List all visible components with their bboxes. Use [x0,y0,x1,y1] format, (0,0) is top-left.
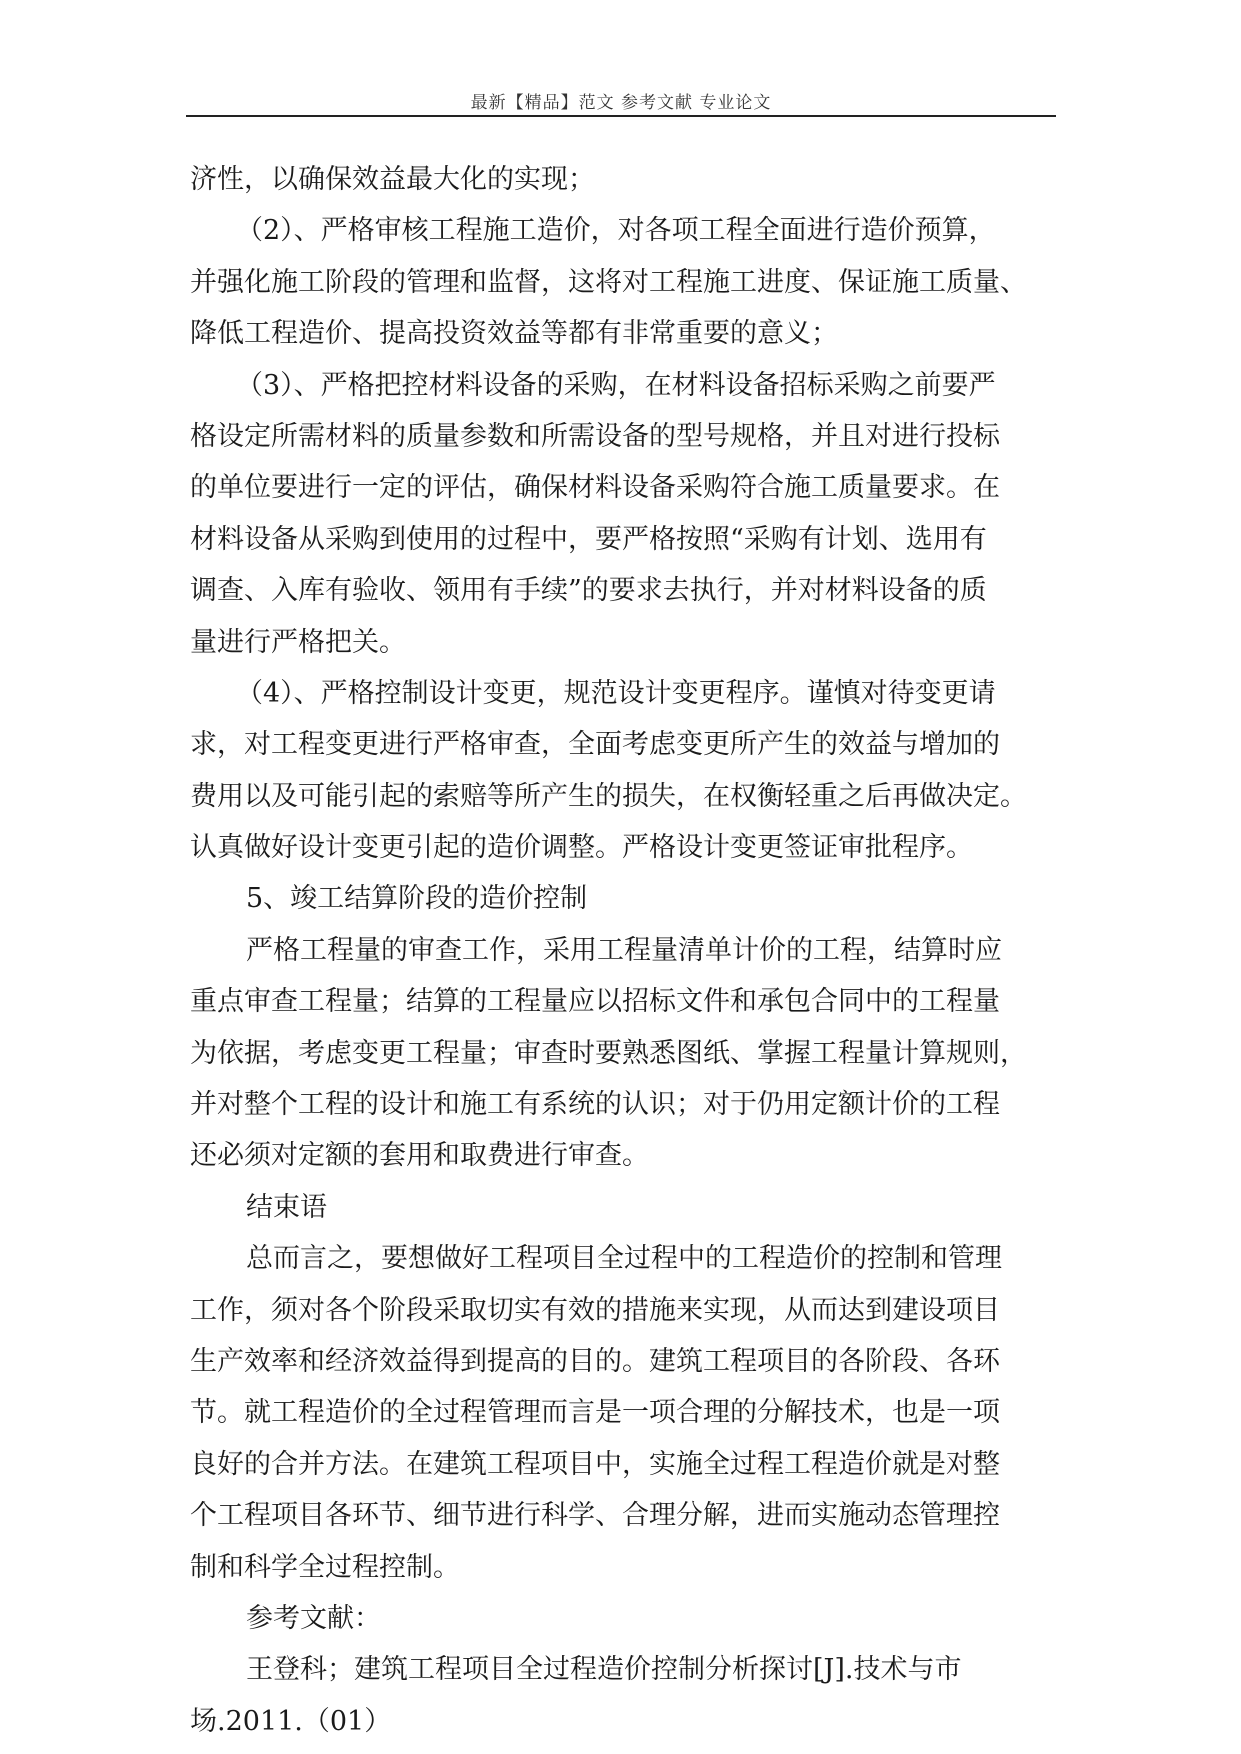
text-line: 为依据，考虑变更工程量；审查时要熟悉图纸、掌握工程量计算规则， [190,1037,1027,1069]
text-line: 材料设备从采购到使用的过程中，要严格按照“采购有计划、选用有 [190,523,987,555]
text-line: 还必须对定额的套用和取费进行审查。 [190,1140,649,1172]
section-heading: 结束语 [246,1191,327,1223]
section-heading: 5、竣工结算阶段的造价控制 [246,883,588,915]
text-line: （4）、严格控制设计变更，规范设计变更程序。谨慎对待变更请 [236,677,996,709]
text-line: 调查、入库有验收、领用有手续”的要求去执行，并对材料设备的质 [190,575,987,607]
text-line: 严格工程量的审查工作，采用工程量清单计价的工程，结算时应 [246,934,1002,966]
text-line: 工作，须对各个阶段采取切实有效的措施来实现，从而达到建设项目 [190,1294,1000,1326]
text-line: 的单位要进行一定的评估，确保材料设备采购符合施工质量要求。在 [190,472,1000,504]
text-line: 良好的合并方法。在建筑工程项目中，实施全过程工程造价就是对整 [190,1448,1000,1480]
text-line: 制和科学全过程控制。 [190,1551,460,1583]
reference-item: 王登科；建筑工程项目全过程造价控制分析探讨[J].技术与市 [246,1654,962,1686]
text-line: （3）、严格把控材料设备的采购，在材料设备招标采购之前要严 [236,369,996,401]
page-header: 最新【精品】范文 参考文献 专业论文 [470,93,772,113]
text-line: 费用以及可能引起的索赔等所产生的损失，在权衡轻重之后再做决定。 [190,780,1027,812]
text-line: 生产效率和经济效益得到提高的目的。建筑工程项目的各阶段、各环 [190,1345,1000,1377]
document-body [190,154,1060,1747]
text-line: 总而言之，要想做好工程项目全过程中的工程造价的控制和管理 [246,1243,1002,1275]
text-line: 个工程项目各环节、细节进行科学、合理分解，进而实施动态管理控 [190,1500,1000,1532]
text-line: 量进行严格把关。 [190,626,406,658]
text-line: 降低工程造价、提高投资效益等都有非常重要的意义； [190,318,838,350]
text-line: 认真做好设计变更引起的造价调整。严格设计变更签证审批程序。 [190,832,973,864]
text-line: （2）、严格审核工程施工造价，对各项工程全面进行造价预算， [236,215,996,247]
header-rule [186,115,1056,117]
text-line: 节。就工程造价的全过程管理而言是一项合理的分解技术，也是一项 [190,1397,1000,1429]
text-line: 济性，以确保效益最大化的实现； [190,164,595,195]
section-heading: 参考文献： [246,1602,381,1634]
text-line: 格设定所需材料的质量参数和所需设备的型号规格，并且对进行投标 [190,420,1000,452]
text-line: 并强化施工阶段的管理和监督，这将对工程施工进度、保证施工质量、 [190,266,1027,298]
reference-item: 场.2011.（01） [190,1705,392,1737]
text-line: 重点审查工程量；结算的工程量应以招标文件和承包合同中的工程量 [190,986,1000,1018]
text-line: 并对整个工程的设计和施工有系统的认识；对于仍用定额计价的工程 [190,1089,1000,1121]
text-line: 求，对工程变更进行严格审查，全面考虑变更所产生的效益与增加的 [190,729,1000,761]
